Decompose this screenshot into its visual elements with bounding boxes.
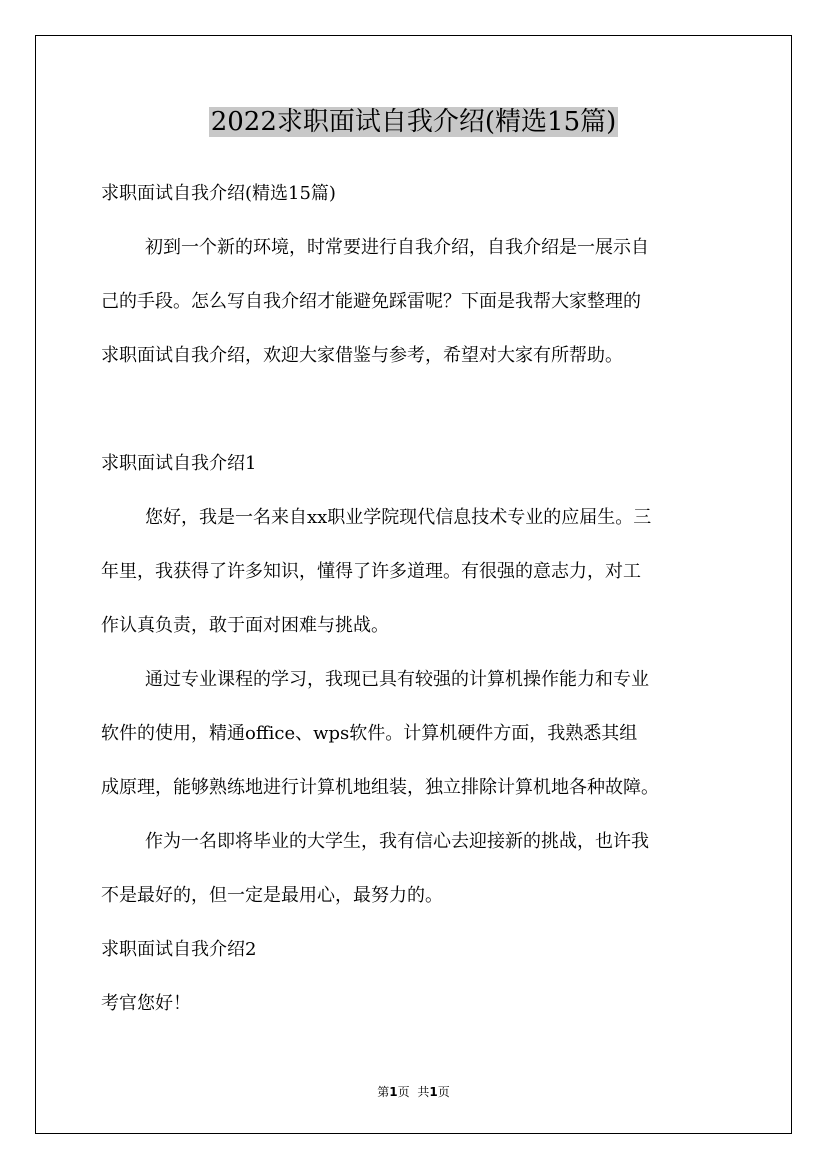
section-heading-2: 求职面试自我介绍2 [101,939,257,960]
paragraph-line: 成原理，能够熟练地进行计算机地组装，独立排除计算机地各种故障。 [101,777,659,798]
footer-total-suffix: 页 [437,1085,450,1099]
paragraph-line: 求职面试自我介绍，欢迎大家借鉴与参考，希望对大家有所帮助。 [101,345,623,366]
footer-page-suffix: 页 [397,1085,410,1099]
paragraph-line: 通过专业课程的学习，我现已具有较强的计算机操作能力和专业 [145,669,649,690]
page-footer [0,1084,827,1100]
footer-page-number: 1 [389,1085,398,1099]
footer-total-prefix: 共 [417,1085,430,1099]
title-text: 2022求职面试自我介绍(精选15篇) [210,107,617,137]
paragraph-line: 己的手段。怎么写自我介绍才能避免踩雷呢？下面是我帮大家整理的 [101,291,641,312]
footer-total-pages: 1 [429,1085,438,1099]
paragraph-line: 作认真负责，敢于面对困难与挑战。 [101,615,389,636]
subtitle-line: 求职面试自我介绍(精选15篇) [101,183,336,204]
document-title [0,104,827,140]
section-heading-1: 求职面试自我介绍1 [101,453,257,474]
footer-prefix: 第 [377,1085,390,1099]
paragraph-line: 您好，我是一名来自xx职业学院现代信息技术专业的应届生。三 [145,507,652,528]
paragraph-line: 作为一名即将毕业的大学生，我有信心去迎接新的挑战，也许我 [145,831,649,852]
paragraph-line: 不是最好的，但一定是最用心，最努力的。 [101,885,443,906]
paragraph-line: 考官您好！ [101,993,191,1014]
paragraph-line: 年里，我获得了许多知识，懂得了许多道理。有很强的意志力，对工 [101,561,641,582]
paragraph-line: 初到一个新的环境，时常要进行自我介绍，自我介绍是一展示自 [145,237,649,258]
paragraph-line: 软件的使用，精通office、wps软件。计算机硬件方面，我熟悉其组 [101,723,638,744]
